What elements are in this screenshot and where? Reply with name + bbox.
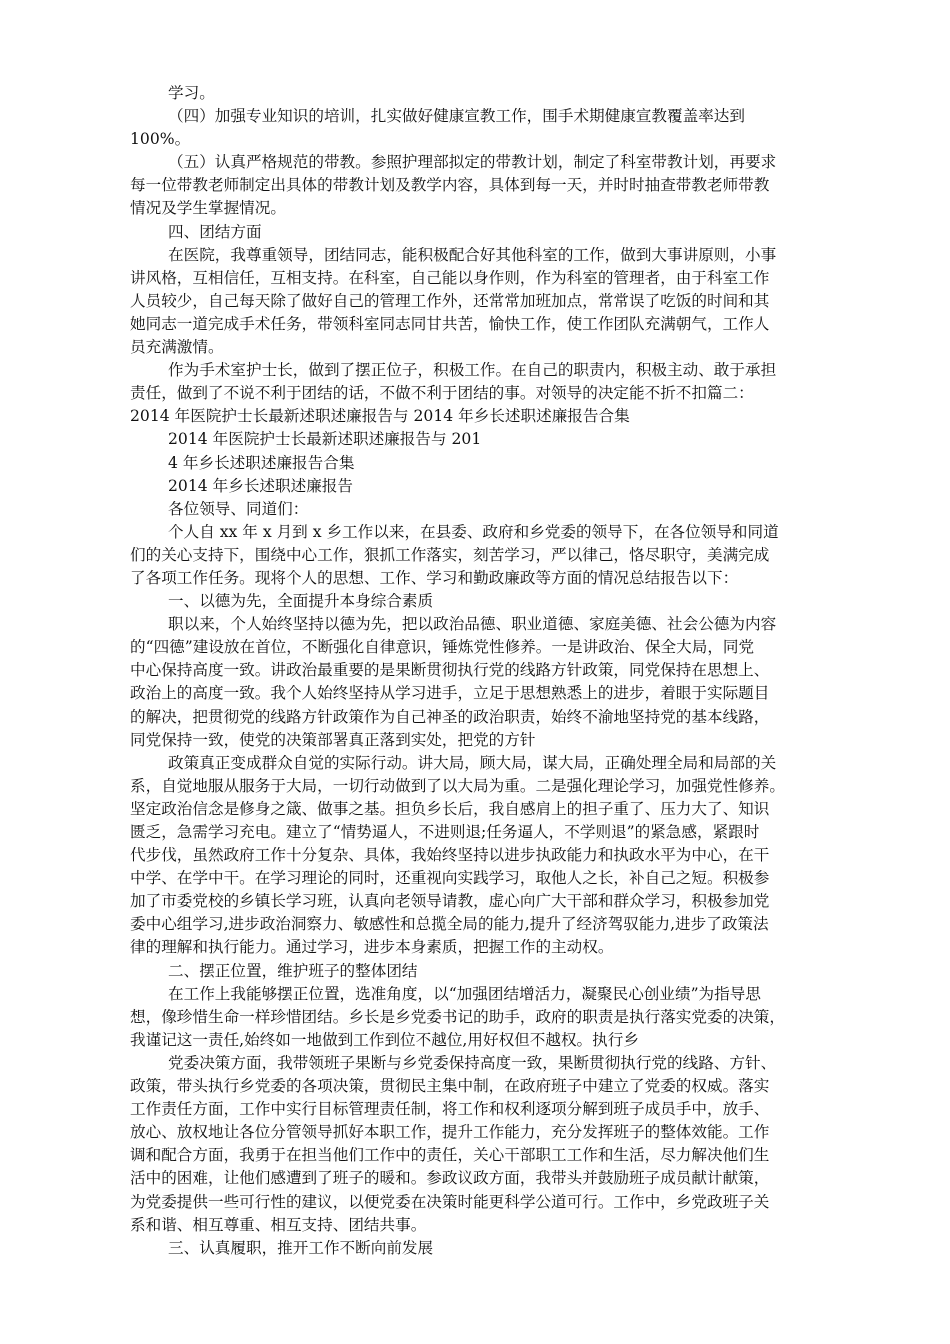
- text-line: 情况及学生掌握情况。: [130, 199, 286, 218]
- text-line: 人员较少，自己每天除了做好自己的管理工作外，还常常加班加点，常常误了吃饭的时间和其: [130, 291, 770, 310]
- text-line: 每一位带教老师制定出具体的带教计划及教学内容，具体到每一天，并时时抽查带教老师带教: [130, 176, 770, 195]
- text-line: 想，像珍惜生命一样珍惜团结。乡长是乡党委书记的助手，政府的职责是执行落实党委的决策，: [130, 1007, 785, 1026]
- text-line: 同党保持一致，使党的决策部署真正落到实处，把党的方针: [130, 730, 536, 749]
- text-line: 学习。: [168, 84, 215, 102]
- text-line: 委中心组学习,进步政治洞察力、敏感性和总揽全局的能力,提升了经济驾驭能力,进步了政策法: [130, 915, 769, 934]
- text-line: 三、认真履职，推开工作不断向前发展: [168, 1238, 434, 1257]
- text-line: 一、以德为先，全面提升本身综合素质: [168, 592, 434, 611]
- text-line: 她同志一道完成手术任务，带领科室同志同甘共苦，愉快工作，使工作团队充满朝气，工作人: [130, 314, 770, 333]
- document-body: [130, 82, 830, 1260]
- text-line: 中心保持高度一致。讲政治最重要的是果断贯彻执行党的线路方针政策，同党保持在思想上、: [130, 661, 770, 680]
- text-line: 各位领导、同道们：: [168, 499, 309, 518]
- text-line: 职以来，个人始终坚持以德为先，把以政治品德、职业道德、家庭美德、社会公德为内容: [168, 615, 777, 634]
- text-line: 工作责任方面，工作中实行目标管理责任制，将工作和权利逐项分解到班子成员手中，放手、: [130, 1100, 770, 1119]
- text-line: 我谨记这一责任,始终如一地做到工作到位不越位,用好权但不越权。执行乡: [130, 1030, 639, 1049]
- text-line: 的“四德”建设放在首位，不断强化自律意识，锤炼党性修养。一是讲政治、保全大局，同党: [130, 638, 755, 657]
- text-line: 活中的困难，让他们感遭到了班子的暖和。参政议政方面，我带头并鼓励班子成员献计献策，: [130, 1169, 770, 1188]
- text-line: 代步伐，虽然政府工作十分复杂、具体，我始终坚持以进步执政能力和执政水平为中心，在干: [130, 846, 770, 865]
- text-line: 在医院，我尊重领导，团结同志，能积极配合好其他科室的工作，做到大事讲原则，小事: [168, 245, 777, 264]
- text-line: 政策真正变成群众自觉的实际行动。讲大局，顾大局，谋大局，正确处理全局和局部的关: [168, 753, 777, 772]
- text-line: 四、团结方面: [168, 222, 262, 241]
- text-line: 为党委提供一些可行性的建议，以便党委在决策时能更科学公道可行。工作中，乡党政班子关: [130, 1192, 770, 1211]
- text-line: 了各项工作任务。现将个人的思想、工作、学习和勤政廉政等方面的情况总结报告以下：: [130, 568, 739, 587]
- text-line: 2014 年医院护士长最新述职述廉报告与 2014 年乡长述职述廉报告合集: [130, 407, 630, 426]
- text-line: 律的理解和执行能力。通过学习，进步本身素质，把握工作的主动权。: [130, 938, 614, 957]
- text-line: 加了市委党校的乡镇长学习班，认真向老领导请教，虚心向广大干部和群众学习，积极参加党: [130, 892, 770, 911]
- text-line: 的解决，把贯彻党的线路方针政策作为自己神圣的政治职责，始终不渝地坚持党的基本线路，: [130, 707, 770, 726]
- text-line: 讲风格，互相信任，互相支持。在科室，自己能以身作则，作为科室的管理者，由于科室工作: [130, 268, 770, 287]
- text-line: 二、摆正位置，维护班子的整体团结: [168, 961, 418, 980]
- text-line: 4 年乡长述职述廉报告合集: [168, 453, 355, 472]
- text-line: 系和谐、相互尊重、相互支持、团结共事。: [130, 1215, 427, 1234]
- text-line: 系，自觉地服从服务于大局，一切行动做到了以大局为重。二是强化理论学习，加强党性修养。: [130, 776, 785, 795]
- text-line: 们的关心支持下，围绕中心工作，狠抓工作落实，刻苦学习，严以律己，恪尽职守，美满完成: [130, 545, 770, 564]
- text-line: 2014 年乡长述职述廉报告: [168, 476, 353, 495]
- text-line: 党委决策方面，我带领班子果断与乡党委保持高度一致，果断贯彻执行党的线路、方针、: [168, 1053, 777, 1072]
- text-line: 员充满激情。: [130, 338, 224, 357]
- text-line: 中学、在学中干。在学习理论的同时，还重视向实践学习，取他人之长，补自己之短。积极参: [130, 869, 770, 888]
- text-line: 政治上的高度一致。我个人始终坚持从学习进手，立足于思想熟悉上的进步，着眼于实际题目: [130, 684, 770, 703]
- text-line: 匮乏，急需学习充电。建立了“情势逼人，不进则退;任务逼人，不学则退”的紧急感，紧跟时: [130, 823, 760, 841]
- text-line: 100%。: [130, 130, 191, 149]
- text-line: 放心、放权地让各位分管领导抓好本职工作，提升工作能力，充分发挥班子的整体效能。工作: [130, 1123, 770, 1142]
- text-line: （四）加强专业知识的培训，扎实做好健康宣教工作，围手术期健康宣教覆盖率达到: [168, 107, 745, 126]
- text-line: 责任，做到了不说不利于团结的话，不做不利于团结的事。对领导的决定能不折不扣篇二：: [130, 384, 754, 403]
- text-line: 2014 年医院护士长最新述职述廉报告与 201: [168, 430, 482, 449]
- text-line: 个人自 xx 年 x 月到 x 乡工作以来，在县委、政府和乡党委的领导下，在各位领导和同道: [168, 522, 779, 541]
- text-line: 作为手术室护士长，做到了摆正位子，积极工作。在自己的职责内，积极主动、敢于承担: [168, 361, 777, 380]
- text-line: 政策，带头执行乡党委的各项决策，贯彻民主集中制，在政府班子中建立了党委的权威。落实: [130, 1077, 770, 1096]
- text-line: （五）认真严格规范的带教。参照护理部拟定的带教计划，制定了科室带教计划，再要求: [168, 153, 777, 172]
- text-line: 调和配合方面，我勇于在担当他们工作中的责任，关心干部职工工作和生活，尽力解决他们生: [130, 1146, 770, 1165]
- text-line: 坚定政治信念是修身之箴、做事之基。担负乡长后，我自感肩上的担子重了、压力大了、知识: [130, 799, 770, 818]
- text-line: 在工作上我能够摆正位置，选准角度，以“加强团结增活力，凝聚民心创业绩”为指导思: [168, 984, 761, 1003]
